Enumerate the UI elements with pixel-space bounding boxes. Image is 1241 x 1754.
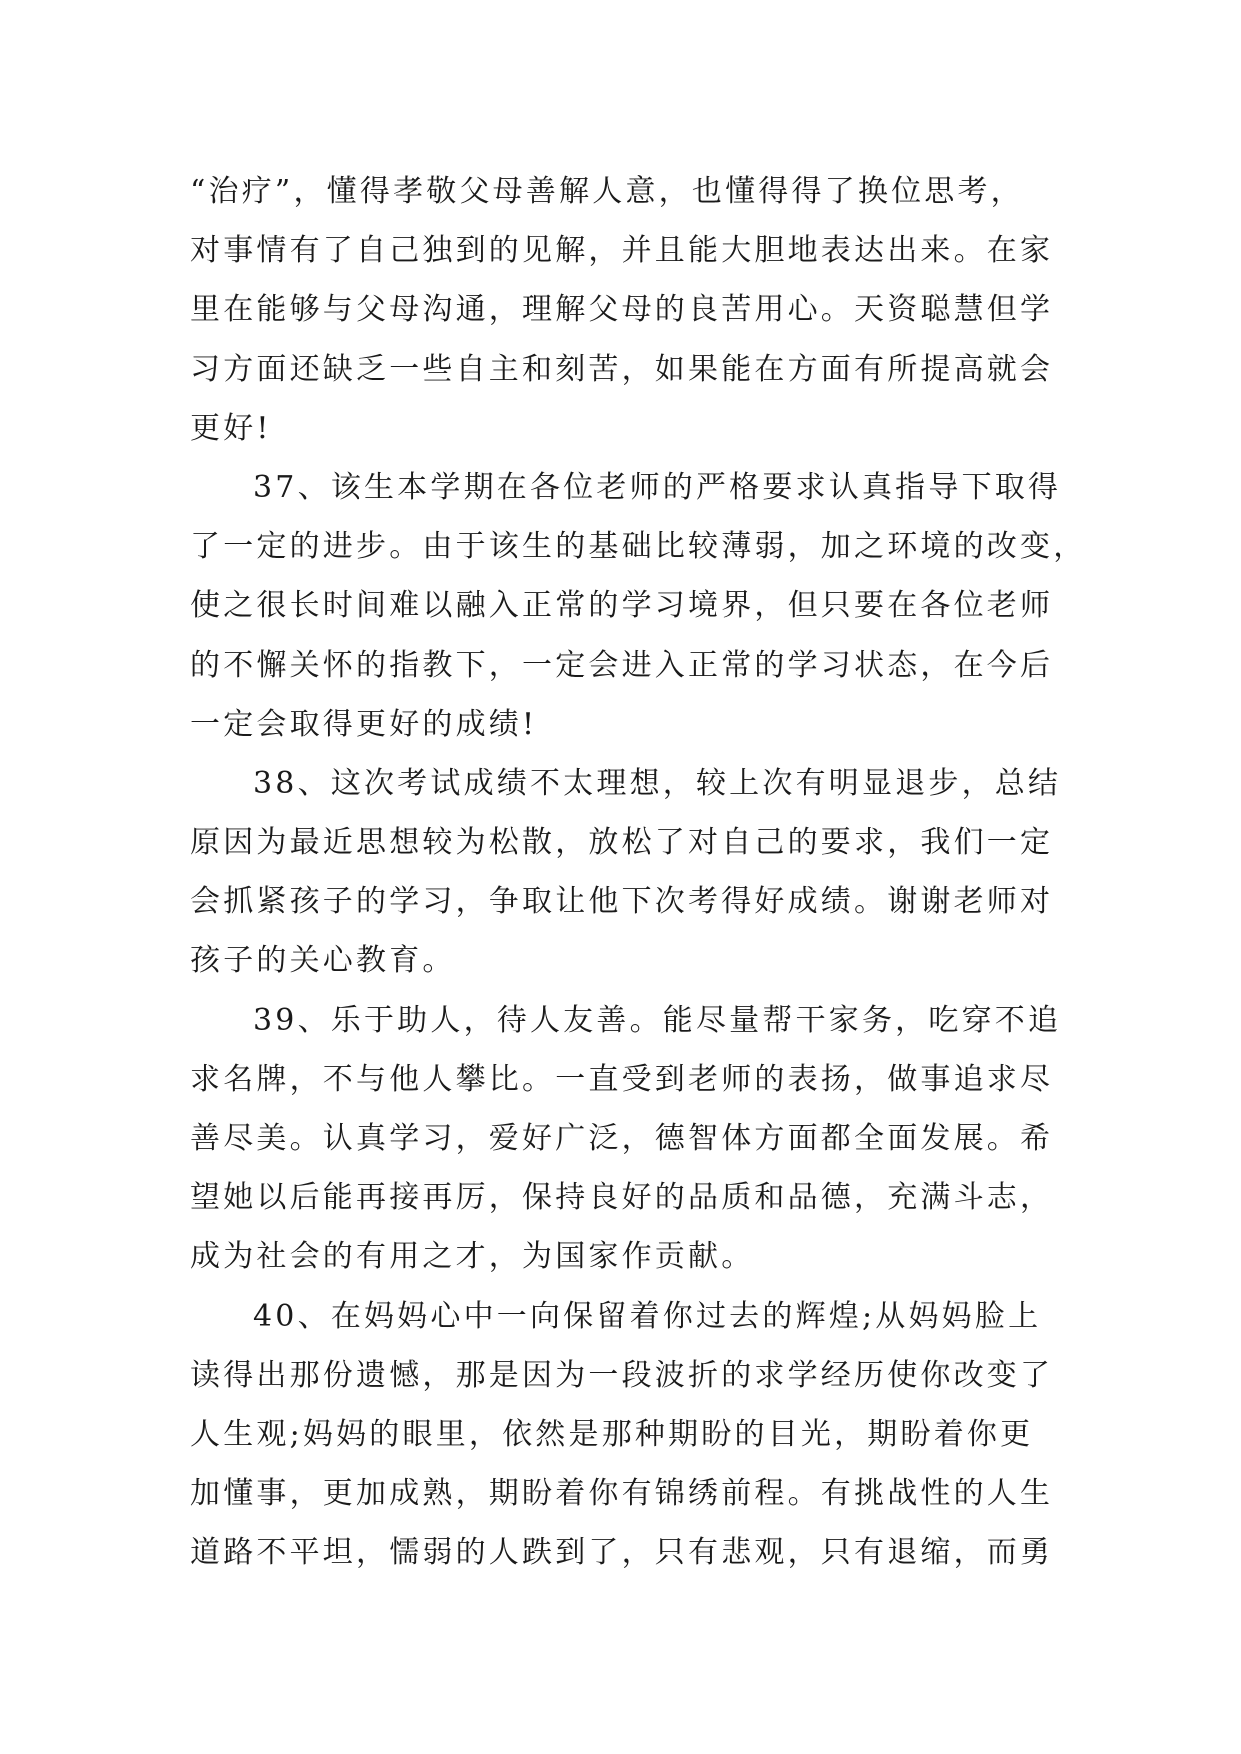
text-line: 了一定的进步。由于该生的基础比较薄弱，加之环境的改变，	[190, 529, 1087, 565]
text-line: 成为社会的有用之才，为国家作贡献。	[190, 1239, 755, 1275]
text-line: 道路不平坦，懦弱的人跌到了，只有悲观，只有退缩，而勇	[190, 1535, 1054, 1571]
text-line: 求名牌，不与他人攀比。一直受到老师的表扬，做事追求尽	[190, 1061, 1054, 1097]
text-line: 原因为最近思想较为松散，放松了对自己的要求，我们一定	[190, 825, 1054, 861]
text-line: 习方面还缺乏一些自主和刻苦，如果能在方面有所提高就会	[190, 351, 1054, 387]
text-line: 40、在妈妈心中一向保留着你过去的辉煌;从妈妈脸上	[253, 1298, 1042, 1334]
text-line: 善尽美。认真学习，爱好广泛，德智体方面都全面发展。希	[190, 1121, 1054, 1156]
text-line: 读得出那份遗憾，那是因为一段波折的求学经历使你改变了	[190, 1357, 1054, 1393]
text-line: 人生观;妈妈的眼里，依然是那种期盼的目光，期盼着你更	[190, 1416, 1034, 1452]
text-line: 对事情有了自己独到的见解，并且能大胆地表达出来。在家	[190, 233, 1054, 269]
text-line: 加懂事，更加成熟，期盼着你有锦绣前程。有挑战性的人生	[190, 1476, 1054, 1512]
text-line: 望她以后能再接再厉，保持良好的品质和品德，充满斗志，	[190, 1180, 1054, 1216]
text-line: 使之很长时间难以融入正常的学习境界，但只要在各位老师	[190, 588, 1054, 624]
text-line: 的不懈关怀的指教下，一定会进入正常的学习状态，在今后	[190, 647, 1054, 683]
text-line: 一定会取得更好的成绩!	[190, 706, 538, 742]
text-line: 孩子的关心教育。	[190, 943, 456, 979]
text-line: 更好!	[190, 410, 272, 446]
text-line: 会抓紧孩子的学习，争取让他下次考得好成绩。谢谢老师对	[190, 884, 1054, 920]
text-line: “治疗”，懂得孝敬父母善解人意，也懂得得了换位思考，	[190, 174, 1024, 209]
text-line: 里在能够与父母沟通，理解父母的良苦用心。天资聪慧但学	[190, 292, 1054, 328]
text-line: 39、乐于助人，待人友善。能尽量帮干家务，吃穿不追	[253, 1002, 1062, 1038]
text-line: 38、这次考试成绩不太理想，较上次有明显退步，总结	[253, 765, 1062, 801]
document-body-text	[190, 162, 1087, 1583]
text-line: 37、该生本学期在各位老师的严格要求认真指导下取得	[253, 469, 1062, 505]
